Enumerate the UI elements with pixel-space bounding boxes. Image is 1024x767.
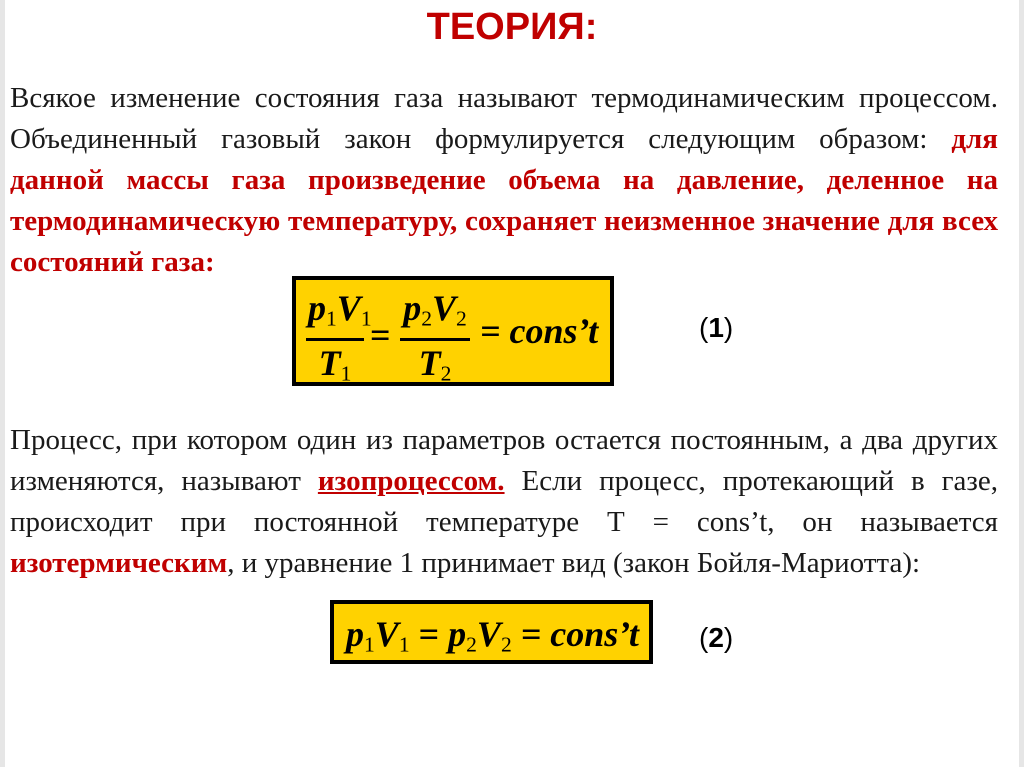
paragraph-isoprocess: Процесс, при котором один из параметров остается постоянным, а два других изменяются, называют изопроцессом. Если процесс, протекающий в газе, происходит при постоянной температуре Т = cons’t, он называется изотермическим, и уравнение 1 принимает вид (закон Бойля-Мариотта): [10,424,998,579]
term-isothermal: изотермическим [10,547,228,579]
right-edge [1019,0,1024,767]
gas-law-statement: для данной массы газа произведение объема на давление, деленное на термодинамическую температуру, сохраняет неизменное значение для всех состояний газа: [10,123,998,278]
paragraph-definition-text: Всякое изменение состояния газа называют термодинамическим процессом. Объединенный газовый закон формулируется следующим образом: [10,82,998,155]
fraction-bar [400,338,470,341]
boyle-mariotte-formula [330,600,653,664]
equation-number-1: (1) [699,312,734,343]
slide-title: ТЕОРИЯ: [426,6,598,48]
combined-gas-law-formula [292,276,614,386]
equation-number-2: (2) [699,622,734,653]
boyle-mariotte-expression: $p_1V_1 = p_2V_2$ = cons’t [346,614,639,657]
paragraph-definition [10,78,998,283]
fraction-bar [306,338,364,341]
fraction-state-2: $p_2V_2$ $T_2$ [400,290,470,392]
constant-rhs: = cons’t [480,311,599,351]
fraction-state-1: $p_1V_1$ $T_1$ [308,288,372,386]
equals-sign: = [370,315,391,355]
term-isoprocess: изопроцессом. [317,465,505,497]
left-edge [0,0,5,767]
